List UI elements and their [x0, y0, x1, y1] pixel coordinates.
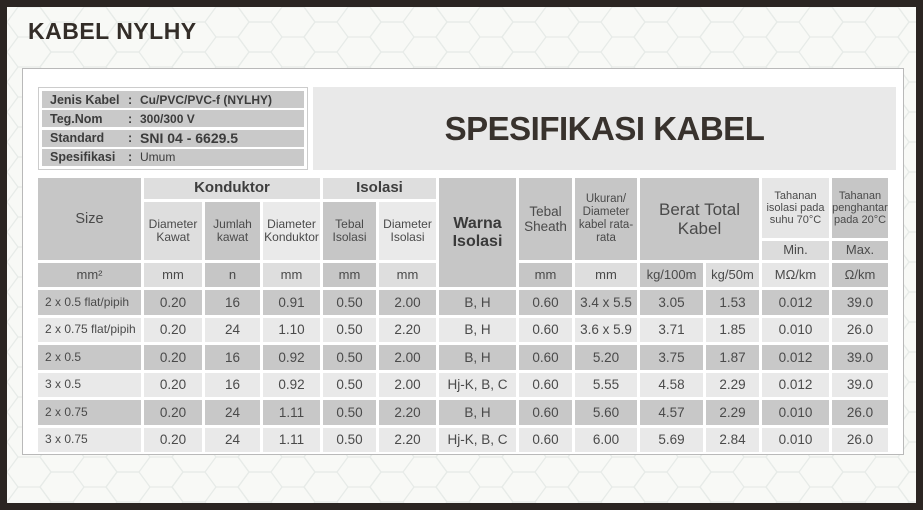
- table-cell: 2 x 0.5 flat/pipih: [38, 290, 141, 315]
- table-cell: 0.010: [762, 400, 829, 425]
- info-label: Standard: [50, 131, 105, 146]
- table-cell: 0.010: [762, 428, 829, 453]
- spec-title: SPESIFIKASI KABEL: [444, 109, 765, 147]
- table-cell: 3 x 0.5: [38, 373, 141, 398]
- table-cell: 5.20: [575, 345, 637, 370]
- table-cell: 0.60: [519, 318, 572, 343]
- col-header-diameter-konduktor: Diameter Konduktor: [263, 202, 320, 260]
- unit-cell-5: mm: [379, 263, 436, 287]
- table-cell: B, H: [439, 318, 516, 343]
- table-cell: 24: [205, 318, 260, 343]
- info-row-jenis-kabel: [42, 91, 304, 108]
- table-cell: 24: [205, 400, 260, 425]
- info-separator: :: [128, 111, 133, 126]
- page-title: KABEL NYLHY: [28, 18, 197, 44]
- unit-cell-0: mm²: [38, 263, 141, 287]
- table-cell: 26.0: [832, 428, 888, 453]
- table-cell: 0.012: [762, 345, 829, 370]
- table-cell: 2.00: [379, 373, 436, 398]
- table-cell: 0.92: [263, 345, 320, 370]
- table-cell: 0.20: [144, 373, 202, 398]
- table-cell: 1.11: [263, 400, 320, 425]
- table-cell: 3.4 x 5.5: [575, 290, 637, 315]
- table-cell: 0.20: [144, 290, 202, 315]
- table-cell: 0.010: [762, 318, 829, 343]
- table-cell: B, H: [439, 345, 516, 370]
- col-header-max: Max.: [832, 241, 888, 260]
- unit-cell-12: Ω/km: [832, 263, 888, 287]
- table-cell: 0.012: [762, 373, 829, 398]
- table-cell: 2.29: [706, 400, 759, 425]
- table-cell: 2 x 0.5: [38, 345, 141, 370]
- table-cell: 4.57: [640, 400, 703, 425]
- table-cell: 3.6 x 5.9: [575, 318, 637, 343]
- unit-cell-2: n: [205, 263, 260, 287]
- unit-cell-4: mm: [323, 263, 376, 287]
- table-cell: 0.50: [323, 400, 376, 425]
- table-cell: 39.0: [832, 373, 888, 398]
- unit-cell-8: mm: [575, 263, 637, 287]
- col-header-warna-isolasi: Warna Isolasi: [439, 178, 516, 287]
- table-cell: 0.60: [519, 290, 572, 315]
- table-cell: 3.05: [640, 290, 703, 315]
- info-separator: :: [128, 131, 133, 146]
- table-cell: B, H: [439, 290, 516, 315]
- table-cell: Hj-K, B, C: [439, 373, 516, 398]
- col-header-tebal-sheath: Tebal Sheath: [519, 178, 572, 260]
- col-header-diameter-kawat: Diameter Kawat: [144, 202, 202, 260]
- table-cell: 2.00: [379, 345, 436, 370]
- unit-cell-9: kg/100m: [640, 263, 703, 287]
- info-value: 300/300 V: [140, 111, 195, 126]
- col-header-tahanan-penghantar: Tahanan penghantar pada 20°C: [832, 178, 888, 238]
- table-cell: 0.50: [323, 290, 376, 315]
- table-cell: 0.50: [323, 345, 376, 370]
- table-cell: 0.50: [323, 373, 376, 398]
- table-cell: 2.00: [379, 290, 436, 315]
- col-group-header-konduktor: Konduktor: [144, 178, 320, 199]
- table-cell: 2.29: [706, 373, 759, 398]
- table-cell: 0.60: [519, 428, 572, 453]
- col-header-tebal-isolasi: Tebal Isolasi: [323, 202, 376, 260]
- col-header-size: Size: [38, 178, 141, 260]
- col-group-header-isolasi: Isolasi: [323, 178, 436, 199]
- info-label: Spesifikasi: [50, 150, 116, 165]
- table-cell: 3.71: [640, 318, 703, 343]
- table-cell: 26.0: [832, 318, 888, 343]
- unit-cell-11: MΩ/km: [762, 263, 829, 287]
- table-cell: 0.012: [762, 290, 829, 315]
- table-cell: 5.60: [575, 400, 637, 425]
- table-cell: 0.20: [144, 400, 202, 425]
- info-label: Jenis Kabel: [50, 92, 120, 107]
- table-cell: 4.58: [640, 373, 703, 398]
- table-cell: 0.60: [519, 373, 572, 398]
- table-cell: 16: [205, 290, 260, 315]
- table-cell: 1.11: [263, 428, 320, 453]
- info-row-teg-nom: [42, 110, 304, 127]
- col-header-ukuran-diameter: Ukuran/ Diameter kabel rata-rata: [575, 178, 637, 260]
- table-cell: 2.20: [379, 400, 436, 425]
- table-cell: 5.55: [575, 373, 637, 398]
- col-header-jumlah-kawat: Jumlah kawat: [205, 202, 260, 260]
- cable-info-box: [38, 87, 308, 170]
- table-cell: 2 x 0.75: [38, 400, 141, 425]
- info-value: Umum: [140, 150, 176, 165]
- table-cell: 2.20: [379, 428, 436, 453]
- table-cell: 2 x 0.75 flat/pipih: [38, 318, 141, 343]
- info-value: Cu/PVC/PVC-f (NYLHY): [140, 92, 272, 107]
- table-cell: 26.0: [832, 400, 888, 425]
- table-cell: 0.50: [323, 318, 376, 343]
- table-cell: 0.20: [144, 428, 202, 453]
- unit-cell-1: mm: [144, 263, 202, 287]
- col-header-tahanan-isolasi: Tahanan isolasi pada suhu 70°C: [762, 178, 829, 238]
- table-cell: 0.60: [519, 400, 572, 425]
- table-cell: 6.00: [575, 428, 637, 453]
- info-value: SNI 04 - 6629.5: [140, 130, 239, 147]
- col-header-min: Min.: [762, 241, 829, 260]
- info-row-standard: [42, 130, 304, 147]
- spec-panel: [22, 68, 904, 455]
- table-cell: 2.20: [379, 318, 436, 343]
- table-cell: 1.10: [263, 318, 320, 343]
- unit-cell-3: mm: [263, 263, 320, 287]
- col-group-header-berat-total: Berat Total Kabel: [640, 178, 759, 260]
- col-header-diameter-isolasi: Diameter Isolasi: [379, 202, 436, 260]
- unit-cell-7: mm: [519, 263, 572, 287]
- info-label: Teg.Nom: [50, 111, 103, 126]
- table-cell: 0.20: [144, 345, 202, 370]
- table-cell: Hj-K, B, C: [439, 428, 516, 453]
- table-cell: 0.92: [263, 373, 320, 398]
- spec-table: [38, 178, 888, 452]
- table-cell: 1.85: [706, 318, 759, 343]
- table-cell: 16: [205, 345, 260, 370]
- table-cell: 24: [205, 428, 260, 453]
- table-cell: 39.0: [832, 290, 888, 315]
- table-cell: 39.0: [832, 345, 888, 370]
- table-cell: 5.69: [640, 428, 703, 453]
- info-row-spesifikasi: [42, 149, 304, 166]
- table-cell: 0.91: [263, 290, 320, 315]
- unit-cell-10: kg/50m: [706, 263, 759, 287]
- info-separator: :: [128, 150, 133, 165]
- table-cell: 0.20: [144, 318, 202, 343]
- table-cell: 3.75: [640, 345, 703, 370]
- table-cell: 1.53: [706, 290, 759, 315]
- table-cell: 0.60: [519, 345, 572, 370]
- table-cell: B, H: [439, 400, 516, 425]
- table-cell: 1.87: [706, 345, 759, 370]
- info-separator: :: [128, 92, 133, 107]
- spec-title-box: [313, 87, 896, 170]
- table-cell: 2.84: [706, 428, 759, 453]
- table-cell: 3 x 0.75: [38, 428, 141, 453]
- table-cell: 16: [205, 373, 260, 398]
- table-cell: 0.50: [323, 428, 376, 453]
